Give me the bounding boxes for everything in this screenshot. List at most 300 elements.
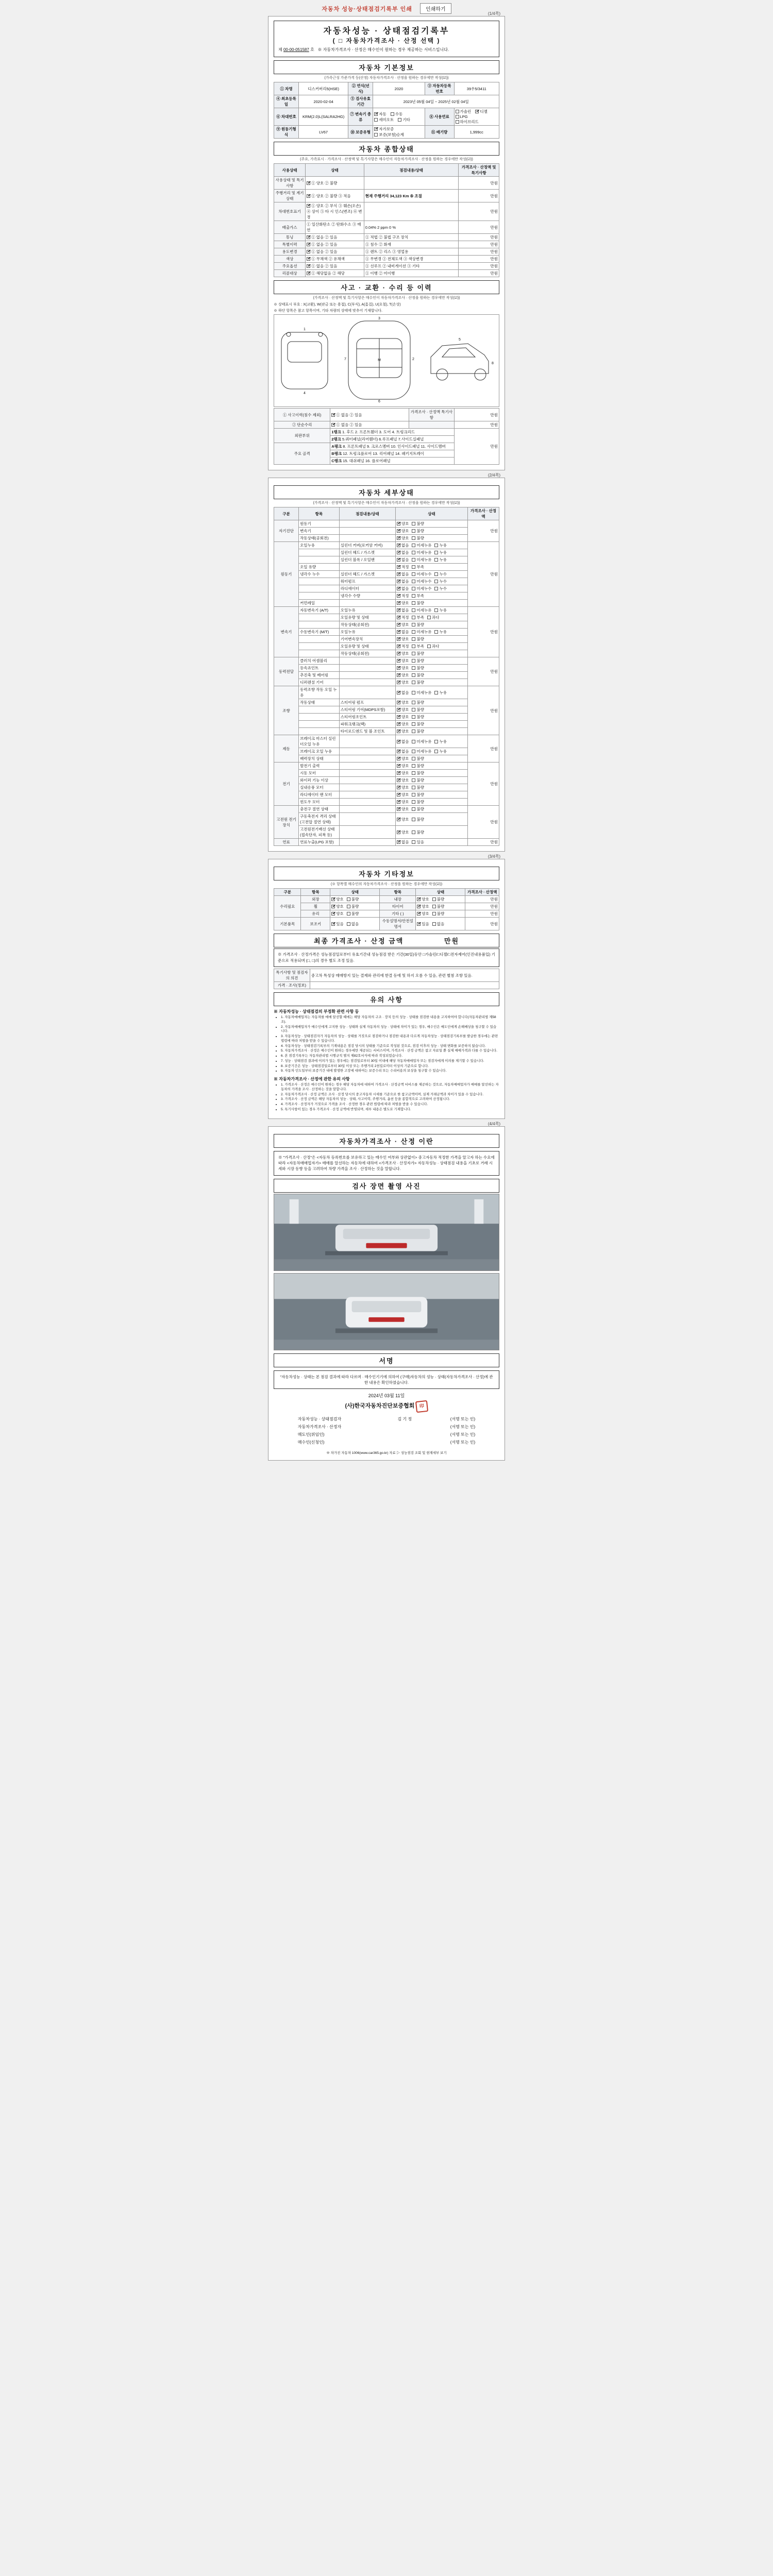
overall-row-7-state[interactable]: ✔ ① 무채색 ② 유채색 (306, 256, 364, 263)
option-양호[interactable]: ✔ 양호 (397, 521, 409, 527)
option-미세누수[interactable]: 미세누수 (412, 579, 431, 584)
overall-row-3-label: 배출가스 (274, 221, 306, 234)
etc-col-5: 가격조사 · 산정액 (465, 889, 499, 896)
option-없음[interactable]: ✔ 없음 (397, 629, 409, 635)
detail-item-state[interactable] (395, 592, 467, 600)
option-불량[interactable]: 불량 (432, 896, 445, 902)
option-양호[interactable]: ✔ 양호 (397, 700, 409, 705)
option-불량[interactable]: 불량 (412, 672, 424, 678)
etc-item-state[interactable] (330, 910, 380, 918)
etc-item-state[interactable] (330, 918, 380, 930)
detail-item-state[interactable] (395, 549, 467, 556)
option-없음[interactable]: ✔ 없음 (397, 550, 409, 555)
table-row (274, 108, 499, 126)
basic-label-0-4: ③ 자동차등록번호 (425, 82, 454, 95)
detail-item-state[interactable] (395, 578, 467, 585)
option-불량[interactable]: 불량 (412, 777, 424, 783)
option-불량[interactable]: 불량 (412, 521, 424, 527)
option-적정[interactable]: ✔ 적정 (397, 643, 409, 649)
accident-row-0-state[interactable]: ✔ ① 없음 ② 있음 (330, 409, 409, 421)
table-row (274, 600, 499, 607)
etc-item-state[interactable] (416, 910, 465, 918)
detail-item-sub: 실린더 커버(로커암 커버) (339, 542, 395, 549)
table-row (274, 263, 499, 270)
option-fuel-3[interactable]: 하이브리드 (456, 119, 479, 125)
option-불량[interactable]: 불량 (412, 792, 424, 798)
price-source-label: 가격 · 조사(정보) (274, 982, 310, 989)
overall-row-5-price: 만원 (459, 241, 499, 248)
detail-item-sub (339, 748, 395, 755)
option-불량[interactable]: 불량 (412, 700, 424, 705)
detail-group-price: 만원 (467, 607, 499, 657)
option-불량[interactable]: 불량 (412, 528, 424, 534)
svg-text:6: 6 (378, 400, 380, 403)
option-없음[interactable]: ✔ 없음 (397, 571, 409, 577)
option-없음[interactable]: ✔ 없음 (397, 839, 409, 845)
detail-item-label: 와이퍼 기능 이상 (299, 777, 340, 784)
detail-item-state[interactable] (395, 748, 467, 755)
option-양호[interactable]: ✔ 양호 (397, 651, 409, 656)
option-불량[interactable]: 불량 (412, 756, 424, 761)
accident-parts-rank-a: A랭크 8. 프론트패널 9. 크로스멤버 10. 인사이드패널 11. 사이드멤버 (330, 443, 454, 450)
option-transmission-3[interactable]: 기타 (398, 117, 410, 123)
option-누유[interactable]: 누유 (434, 629, 447, 635)
detail-item-label: 오일 유량 (299, 564, 340, 571)
accident-parts-rank-b: B랭크 12. 트렁크플로어 13. 리어패널 14. 패키지트레이 (330, 450, 454, 457)
detail-group-price: 만원 (467, 762, 499, 806)
detail-item-state[interactable] (395, 755, 467, 762)
option-미세누유[interactable]: 미세누유 (412, 749, 431, 754)
detail-item-sub: 오일유량 및 상태 (339, 614, 395, 621)
detail-item-label: 디퍼렌셜 기어 (299, 679, 340, 686)
detail-item-label: 커먼레일 (299, 600, 340, 607)
detail-item-sub: 실린더 헤드 / 가스켓 (339, 549, 395, 556)
option-없음[interactable]: 없음 (347, 921, 359, 927)
table-row (274, 770, 499, 777)
detail-item-state[interactable] (395, 520, 467, 528)
table-row (274, 636, 499, 643)
option-불량[interactable]: 불량 (412, 770, 424, 776)
option-불량[interactable]: 불량 (412, 636, 424, 642)
detail-item-state[interactable] (395, 535, 467, 542)
option-없음[interactable]: ✔없음 (397, 739, 409, 744)
table-row (274, 706, 499, 714)
option-불량[interactable]: 불량 (347, 896, 359, 902)
option-미세누유[interactable]: 미세누유 (412, 629, 431, 635)
option-없음[interactable]: ✔ 없음 (397, 557, 409, 563)
option-불량[interactable]: 불량 (412, 829, 424, 835)
option-양호[interactable]: ✔ 양호 (397, 665, 409, 671)
option-양호[interactable]: ✔양호 (397, 829, 409, 835)
signature-role: 자동차가격조사 · 산정자 (297, 1424, 342, 1429)
detail-item-state[interactable] (395, 791, 467, 799)
table-row (274, 549, 499, 556)
option-transmission-1[interactable]: 수동 (391, 111, 403, 117)
etc-col-2: 상태 (330, 889, 380, 896)
page-1-number: (1/4쪽) (488, 11, 500, 16)
overall-row-8-state[interactable]: ✔ ① 없음 ② 있음 (306, 263, 364, 270)
signature-name[interactable] (388, 1423, 422, 1431)
detail-item-label: 시동 모터 (299, 770, 340, 777)
signature-seal-label: (서명 또는 인) (450, 1439, 476, 1445)
terms-item: • 1. 가격조사 · 산정은 매수인이 원하는 경우 해당 자동차에 대하여 가격조사 · 산정금액 서비스를 제공하는 것으로, 자동차매매업자가 매매를 알선하는 자동차의 가격을 조사 · 산정하는 것을 말합니다. (281, 1083, 499, 1092)
option-부족[interactable]: 부족 (412, 564, 424, 570)
detail-item-state[interactable] (395, 777, 467, 784)
option-미세누유[interactable]: 미세누유 (412, 607, 431, 613)
detail-item-state[interactable] (395, 643, 467, 650)
option-불량[interactable]: 불량 (412, 785, 424, 790)
svg-text:M: M (378, 359, 381, 362)
detail-item-state[interactable] (395, 621, 467, 629)
detail-item-label: 자동변속기 (A/T) (299, 607, 340, 614)
detail-item-label: 발전기 출력 (299, 762, 340, 770)
option-누수[interactable]: 누수 (434, 579, 447, 584)
fuel-options[interactable] (454, 108, 499, 126)
option-불량[interactable]: 불량 (432, 911, 445, 917)
table-row (274, 672, 499, 679)
detail-item-sub: 스티어링 펌프 (339, 699, 395, 706)
accident-row-1-state[interactable]: ✔ ① 없음 ② 있음 (330, 421, 409, 429)
option-transmission-2[interactable]: 세미오토 (374, 117, 394, 123)
option-누유[interactable]: 누유 (434, 557, 447, 563)
option-부족[interactable]: 부족 (412, 593, 424, 599)
detail-item-sub (339, 770, 395, 777)
option-양호[interactable]: ✔ 양호 (397, 707, 409, 713)
option-불량[interactable]: 불량 (412, 806, 424, 812)
detail-item-state[interactable] (395, 721, 467, 728)
overall-row-0-label: 사용상태 및 특기사항 (274, 177, 306, 190)
detail-item-state[interactable] (395, 826, 467, 839)
transmission-options[interactable] (373, 108, 425, 126)
table-row (274, 679, 499, 686)
option-부족[interactable]: 부족 (412, 643, 424, 649)
detail-item-state[interactable] (395, 564, 467, 571)
option-양호[interactable]: ✔ 양호 (397, 770, 409, 776)
basic-value-1-1: 2020-02-04 (299, 95, 348, 108)
detail-item-state[interactable] (395, 600, 467, 607)
detail-item-state[interactable] (395, 672, 467, 679)
option-양호[interactable]: ✔ 양호 (397, 756, 409, 761)
table-row (274, 839, 499, 846)
option-없음[interactable]: ✔ 없음 (397, 586, 409, 591)
table-row (274, 806, 499, 813)
option-적정[interactable]: ✔ 적정 (397, 615, 409, 620)
signature-name[interactable]: 김 기 정 (397, 1416, 412, 1421)
etc-item-label: 내장 (380, 896, 416, 903)
option-있음[interactable]: ✔있음 (417, 921, 429, 927)
print-button[interactable]: 인쇄하기 (420, 3, 451, 14)
option-적정[interactable]: ✔ 적정 (397, 564, 409, 570)
option-양호[interactable]: ✔ 양호 (397, 763, 409, 769)
option-있음[interactable]: ✔ 있음 (331, 921, 344, 927)
option-누유[interactable]: 누유 (434, 607, 447, 613)
detail-item-state[interactable] (395, 636, 467, 643)
signature-row (296, 1415, 477, 1423)
detail-item-sub: 라디에이터 (339, 585, 395, 592)
detail-item-sub (339, 826, 395, 839)
etc-item-state[interactable] (416, 918, 465, 930)
option-과다[interactable]: 과다 (427, 615, 440, 620)
option-warranty-0[interactable]: ✔자가보증 (374, 126, 394, 132)
option-fuel-0[interactable]: 가솔린 (456, 109, 472, 114)
detail-item-sub: 오일누유 (339, 629, 395, 636)
detail-item-sub: 오일누유 (339, 607, 395, 614)
detail-item-label: 작동상태(공회전) (299, 535, 340, 542)
option-누유[interactable]: 누유 (434, 749, 447, 754)
option-없음[interactable]: ✔없음 (397, 690, 409, 696)
etc-item-price: 만원 (465, 910, 499, 918)
option-양호[interactable]: ✔ 양호 (331, 896, 344, 902)
option-불량[interactable]: 불량 (412, 651, 424, 656)
overall-row-4-state[interactable]: ✔ ① 없음 ② 있음 (306, 234, 364, 241)
sign-date: 2024년 03월 11일 (368, 1393, 405, 1399)
etc-item-label: 기타 ( ) (380, 910, 416, 918)
option-불량[interactable]: 불량 (412, 622, 424, 628)
overall-col-0: 사용상태 (274, 164, 306, 177)
option-미세누유[interactable]: 미세누유 (412, 543, 431, 548)
accident-row-0-price: 만원 (454, 409, 499, 421)
detail-item-label: 클러치 어셈블리 (299, 657, 340, 665)
option-양호[interactable]: ✔ 양호 (397, 535, 409, 541)
option-누수[interactable]: 누수 (434, 586, 447, 591)
detail-item-state[interactable] (395, 770, 467, 777)
detail-item-state[interactable] (395, 762, 467, 770)
table-row (274, 755, 499, 762)
table-row (274, 256, 499, 263)
option-불량[interactable]: 불량 (412, 714, 424, 720)
option-양호[interactable]: ✔ 양호 (397, 658, 409, 664)
detail-item-state[interactable] (395, 607, 467, 614)
sign-notice: "자동차성능 · 상태는 본 점검 결과에 따라 다르며 · 매수인기기에 의하여 (구매)자동차의 성능 · 상태(자동차가격조사 · 산정)에 관한 내용은 확인하였습니다. (274, 1370, 499, 1389)
option-양호[interactable]: ✔ 양호 (331, 911, 344, 917)
detail-item-state[interactable] (395, 735, 467, 748)
detail-item-state[interactable] (395, 556, 467, 564)
detail-item-state[interactable] (395, 813, 467, 826)
option-불량[interactable]: 불량 (412, 535, 424, 541)
overall-row-5-label: 특별이력 (274, 241, 306, 248)
detail-item-state[interactable] (395, 699, 467, 706)
option-양호[interactable]: ✔ 양호 (331, 904, 344, 909)
etc-item-label: 외장 (301, 896, 330, 903)
detail-item-state[interactable] (395, 728, 467, 735)
table-row (274, 421, 499, 429)
detail-item-state[interactable] (395, 686, 467, 699)
option-양호[interactable]: ✔ 양호 (397, 721, 409, 727)
option-누유[interactable]: 누유 (434, 550, 447, 555)
option-불량[interactable]: 불량 (412, 680, 424, 685)
sign-footer-note: ※ 차가진 자동차 1006(www.car365.go.kr) 자료 ▷ 성능점검 조회 및 현재세부 보기 (326, 1451, 447, 1455)
overall-row-0-state[interactable]: ✔① 양호 ② 불량 (306, 177, 364, 190)
overall-row-6-label: 용도변경 (274, 248, 306, 256)
etc-item-state[interactable] (416, 903, 465, 910)
detail-item-state[interactable] (395, 542, 467, 549)
option-양호[interactable]: ✔ 양호 (397, 728, 409, 734)
option-미세누유[interactable]: 미세누유 (412, 557, 431, 563)
option-양호[interactable]: ✔ 양호 (397, 672, 409, 678)
option-양호[interactable]: ✔ 양호 (397, 714, 409, 720)
detail-item-state[interactable] (395, 706, 467, 714)
table-row (274, 728, 499, 735)
table-row (274, 784, 499, 791)
option-불량[interactable]: 불량 (412, 721, 424, 727)
detail-group-price: 만원 (467, 839, 499, 846)
detail-item-state[interactable] (395, 585, 467, 592)
detail-item-state[interactable] (395, 839, 467, 846)
table-row (274, 918, 499, 930)
option-양호[interactable]: ✔ 양호 (397, 777, 409, 783)
option-양호[interactable]: ✔ 양호 (397, 622, 409, 628)
option-불량[interactable]: 불량 (347, 911, 359, 917)
overall-row-2-state[interactable]: ✔① 양호 ② 부식 ③ 훼손(오손) ④ 상이 ⑤ 타 시 인스(변조) ⑥ 변경 (306, 202, 364, 221)
overall-row-6-state[interactable]: ✔ ① 없음 ② 있음 (306, 248, 364, 256)
final-price-box (274, 948, 499, 967)
etc-item-state[interactable] (416, 896, 465, 903)
overall-row-9-label: 리콜대상 (274, 270, 306, 277)
option-없음[interactable]: ✔ 없음 (397, 607, 409, 613)
option-불량[interactable]: 불량 (412, 658, 424, 664)
detail-group-price: 만원 (467, 686, 499, 735)
option-미세누수[interactable]: 미세누수 (412, 586, 431, 591)
warranty-options[interactable] (373, 126, 425, 139)
option-누유[interactable]: 누유 (434, 739, 447, 744)
detail-item-label: 고전원전기배선 상태(접속단자, 피복 등) (299, 826, 340, 839)
detail-item-state[interactable] (395, 679, 467, 686)
option-양호[interactable]: ✔양호 (397, 817, 409, 822)
signature-name[interactable] (388, 1438, 422, 1446)
option-양호[interactable]: ✔ 양호 (417, 896, 429, 902)
option-양호[interactable]: ✔ 양호 (397, 528, 409, 534)
basic-value-1-3: 2023년 05월 04일 ~ 2025년 02월 04일 (373, 95, 499, 108)
basic-value-0-5: 39우5/3411 (454, 82, 499, 95)
table-row (274, 528, 499, 535)
option-양호[interactable]: ✔ 양호 (397, 806, 409, 812)
detail-item-label: 변속기 (299, 528, 340, 535)
option-fuel-1[interactable]: ✔ 디젤 (475, 109, 488, 114)
doc-number-label: 제 (278, 47, 282, 52)
option-있음[interactable]: 있음 (412, 839, 424, 845)
detail-item-state[interactable] (395, 528, 467, 535)
option-불량[interactable]: 불량 (412, 817, 424, 822)
overall-row-1-state[interactable]: ✔① 양호 ② 불량 ③ 적음 (306, 190, 364, 202)
option-양호[interactable]: ✔ 양호 (417, 904, 429, 909)
accident-parts-rank-c: C랭크 15. 대쉬패널 16. 플로어패널 (330, 457, 454, 465)
option-미세누유[interactable]: 미세누유 (412, 690, 431, 696)
option-미세누유[interactable]: 미세누유 (412, 550, 431, 555)
option-없음[interactable]: 없음 (432, 921, 445, 927)
option-불량[interactable]: 불량 (412, 728, 424, 734)
special-notes-value: 중고차 특성상 매매방지 있는 결제와 관리에 한결 등에 및 하지 오름 수 있음, 관련 별첨 조항 있음. (310, 969, 499, 982)
option-양호[interactable]: ✔ 양호 (397, 792, 409, 798)
option-없음[interactable]: ✔ 없음 (397, 579, 409, 584)
option-양호[interactable]: ✔ 양호 (397, 785, 409, 790)
etc-item-state[interactable] (330, 903, 380, 910)
option-없음[interactable]: ✔ 없음 (397, 749, 409, 754)
table-row (274, 629, 499, 636)
detail-item-label: 브레이크 오일 누유 (299, 748, 340, 755)
detail-item-state[interactable] (395, 650, 467, 657)
option-누유[interactable]: 누유 (434, 690, 447, 696)
option-불량[interactable]: 불량 (412, 665, 424, 671)
table-row (274, 520, 499, 528)
detail-item-label (299, 643, 340, 650)
page-4 (268, 1121, 505, 1461)
option-양호[interactable]: ✔ 양호 (397, 636, 409, 642)
option-미세누유[interactable]: 미세누유 (412, 739, 431, 744)
detail-item-label: 구동축전지 격리 상태(고전압 절연 상태) (299, 813, 340, 826)
option-양호[interactable]: ✔ 양호 (417, 911, 429, 917)
basic-value-0-3: 2020 (373, 82, 425, 95)
overall-row-5-state[interactable]: ✔ ① 없음 ② 있음 (306, 241, 364, 248)
detail-item-label (299, 636, 340, 643)
signature-name[interactable] (388, 1431, 422, 1438)
terms-item: • 5. 자동차가격조사 · 산정은 매수인이 원하는 경우에만 제공되는 서비스이며, 가격조사 · 산정 금액은 참고 자료일 뿐 실제 매매가격과 다를 수 있습니다. (281, 1049, 499, 1054)
option-불량[interactable]: 불량 (412, 707, 424, 713)
option-불량[interactable]: 불량 (412, 600, 424, 606)
detail-item-sub (339, 791, 395, 799)
overall-row-1-price: 만원 (459, 190, 499, 202)
option-transmission-0[interactable]: ✔자동 (374, 111, 386, 117)
detail-item-state[interactable] (395, 629, 467, 636)
detail-group-label: 조향 (274, 686, 299, 735)
overall-section-title: 자동차 종합상태 (274, 142, 499, 156)
overall-row-3-state[interactable]: ① 일산화탄소 ② 탄화수소 ③ 매연 (306, 221, 364, 234)
svg-text:7: 7 (344, 358, 346, 361)
option-없음[interactable]: ✔ 없음 (397, 543, 409, 548)
etc-item-state[interactable] (330, 896, 380, 903)
option-누유[interactable]: 누유 (434, 543, 447, 548)
detail-item-state[interactable] (395, 571, 467, 578)
table-row (274, 82, 499, 95)
option-부족[interactable]: 부족 (412, 615, 424, 620)
detail-item-sub (339, 762, 395, 770)
price-notice-body: ※ "가격조사 · 산정"은 <자동차 등록번호를 보유하고 있는 매수인 여부와 상관없이> 중고자동차 적정한 가격을 알고자 하는 수요에 따라 <자동차매매업자가> 매매를 알선하는 자동차에 대하여 <가격조사 · 산정자가> 자동차성능 · 상태점검 내용을 기초로 거래 시세와 시장 동향 등을 고려하여 차량 가격을 조사 · 산정하는 것을 말합니다. (274, 1151, 499, 1176)
table-row (274, 585, 499, 592)
detail-item-label: 등속죠인트 (299, 665, 340, 672)
overall-row-6-price: 만원 (459, 248, 499, 256)
detail-item-state[interactable] (395, 614, 467, 621)
detail-item-state[interactable] (395, 657, 467, 665)
table-row (274, 748, 499, 755)
detail-item-state[interactable] (395, 799, 467, 806)
final-price-line-0: ※ 가격조사 · 산정가격은 성능점검일로부터 유효기간내 성능점검 받은 기간(30일)동안 □가솔린/□디젤/□전자제어(인진내용품입) 기준으로 적용되며 (□, □)의 경우 별도 조정 있음. (278, 952, 495, 963)
basic-section-title: 자동차 기본정보 (274, 60, 499, 74)
option-과다[interactable]: 과다 (427, 643, 440, 649)
table-row (274, 202, 499, 221)
option-양호[interactable]: ✔ 양호 (397, 680, 409, 685)
option-양호[interactable]: ✔ 양호 (397, 600, 409, 606)
basic-info-table (274, 82, 499, 139)
option-불량[interactable]: 불량 (412, 799, 424, 805)
option-양호[interactable]: ✔ 양호 (397, 799, 409, 805)
detail-group-label: 고전원 전기장치 (274, 806, 299, 839)
detail-item-state[interactable] (395, 784, 467, 791)
detail-item-state[interactable] (395, 714, 467, 721)
accident-parts-title: 외판부위 (274, 429, 330, 443)
option-fuel-2[interactable]: LPG (456, 114, 468, 119)
option-적정[interactable]: ✔ 적정 (397, 593, 409, 599)
accident-legend-1: ※ 상태표시 부호 : X(교환), W(판금 또는 용접), C(부식), A(흠집), U(요철), T(손상) (274, 303, 401, 307)
option-불량[interactable]: 불량 (412, 763, 424, 769)
option-누수[interactable]: 누수 (434, 571, 447, 577)
option-미세누수[interactable]: 미세누수 (412, 571, 431, 577)
overall-row-9-state[interactable]: ✔ ① 해당없음 ② 해당 (306, 270, 364, 277)
detail-item-state[interactable] (395, 806, 467, 813)
option-warranty-1[interactable]: 보증(보험)승계 (374, 132, 404, 138)
detail-item-state[interactable] (395, 665, 467, 672)
detail-item-sub (339, 520, 395, 528)
option-불량[interactable]: 불량 (347, 904, 359, 909)
option-불량[interactable]: 불량 (432, 904, 445, 909)
